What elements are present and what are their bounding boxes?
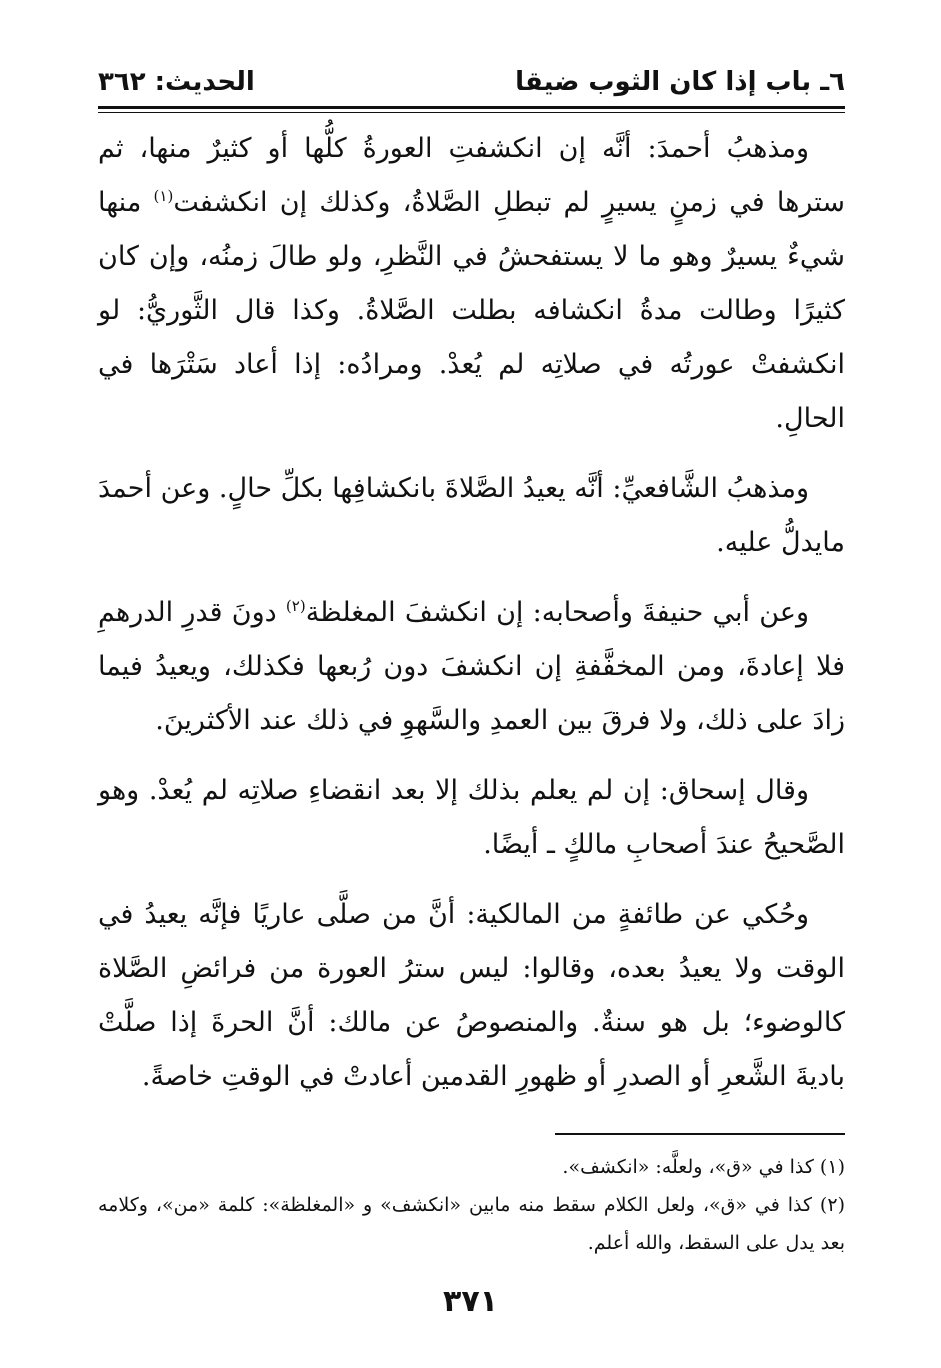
hadith-reference: الحديث: ٣٦٢ [98, 67, 255, 97]
footnote-marker-2: (٢) [285, 597, 306, 615]
paragraph-text: دونَ قدرِ الدرهمِ فلا إعادةَ، ومن المخفَّفةِ إن انكشفَ دون رُبعها فكذلك، ويعيدُ فيما زادَ على ذلك، ولا فرقَ بين العمدِ والسَّهوِ في ذلك عند الأكثرينَ. [98, 597, 845, 736]
paragraph-text: وقال إسحاق: إن لم يعلم بذلك إلا بعد انقضاءِ صلاتِه لم يُعدْ. وهو الصَّحيحُ عندَ أصحابِ مالكٍ ـ أيضًا. [98, 775, 845, 860]
chapter-title: ٦ـ باب إذا كان الثوب ضيقا [515, 67, 845, 97]
paragraph-1 [98, 122, 845, 446]
paragraph-text: ومذهبُ الشَّافعيِّ: أنَّه يعيدُ الصَّلاةَ بانكشافِها بكلِّ حالٍ. وعن أحمدَ مايدلُّ عليه. [98, 473, 845, 558]
paragraph-5 [98, 888, 845, 1104]
paragraph-text: ومذهبُ أحمدَ: أنَّه إن انكشفتِ العورةُ كلُّها أو كثيرٌ منها، ثم سترها في زمنٍ يسيرٍ لم تبطلِ الصَّلاةُ، وكذلك إن انكشفت [98, 133, 845, 218]
footnote-2: (٢) كذا في «ق»، ولعل الكلام سقط منه مابين «انكشف» و «المغلظة»: كلمة «من»، وكلامه بعد يدل على السقط، والله أعلم. [98, 1194, 845, 1254]
paragraph-text: وعن أبي حنيفةَ وأصحابه: إن انكشفَ المغلظة [305, 597, 809, 628]
paragraph-text: منها شيءٌ يسيرٌ وهو ما لا يستفحشُ في النَّظرِ، ولو طالَ زمنُه، وإن كان كثيرًا وطالت مدةُ انكشافه بطلت الصَّلاةُ. وكذا قال الثَّوريُّ: لو انكشفتْ عورتُه في صلاتِه لم يُعدْ. ومرادُه: إذا أعاد سَتْرَها في الحالِ. [98, 187, 845, 434]
header-rule [98, 106, 845, 113]
footnote-marker-1: (١) [153, 187, 174, 205]
footnote-1: (١) كذا في «ق»، ولعلَّه: «انكشف». [562, 1156, 845, 1178]
main-text [98, 122, 845, 1120]
page-number: ٣٧١ [443, 1284, 498, 1319]
running-header [98, 62, 845, 102]
footnote-separator [555, 1133, 845, 1135]
paragraph-text: وحُكي عن طائفةٍ من المالكية: أنَّ من صلَّى عاريًا فإنَّه يعيدُ في الوقت ولا يعيدُ بعده، وقالوا: ليس سترُ العورة من فرائضِ الصَّلاة كالوضوء؛ بل هو سنةٌ. والمنصوصُ عن مالك: أنَّ الحرةَ إذا صلَّتْ باديةَ الشَّعرِ أو الصدرِ أو ظهورِ القدمين أعادتْ في الوقتِ خاصةً. [98, 899, 845, 1092]
footnotes [98, 1148, 845, 1262]
paragraph-2 [98, 462, 845, 570]
paragraph-3 [98, 586, 845, 748]
paragraph-4 [98, 764, 845, 872]
